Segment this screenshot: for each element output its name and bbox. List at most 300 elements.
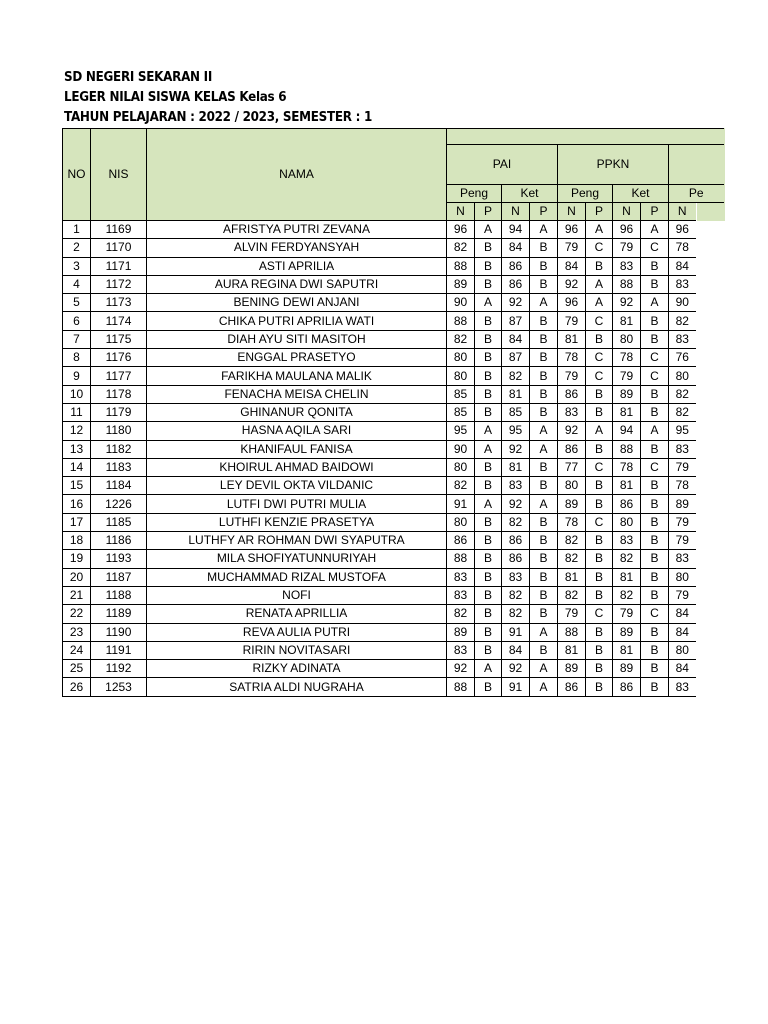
cell-no: 22 <box>63 605 91 623</box>
cell-ppkn-pn: 79 <box>558 239 586 257</box>
cell-ppkn-pn: 82 <box>558 586 586 604</box>
col-header-ppkn-ket-p: P <box>641 203 669 221</box>
cell-nama: MUCHAMMAD RIZAL MUSTOFA <box>147 568 447 586</box>
cell-ppkn-pp: C <box>586 513 613 531</box>
cell-nis: 1183 <box>91 458 147 476</box>
cell-ppkn-pp: C <box>586 239 613 257</box>
cell-no: 8 <box>63 349 91 367</box>
cell-cut-edge <box>696 440 724 458</box>
school-name: SD NEGERI SEKARAN II <box>64 70 213 85</box>
cell-cut-edge <box>696 477 724 495</box>
cell-no: 19 <box>63 550 91 568</box>
cell-pai-kp: B <box>530 239 558 257</box>
cell-pai-kn: 84 <box>502 239 530 257</box>
cell-next-n: 83 <box>669 330 696 348</box>
cell-ppkn-pp: B <box>586 440 613 458</box>
table-row <box>63 660 724 678</box>
cell-ppkn-kn: 86 <box>613 495 641 513</box>
cell-ppkn-pp: A <box>586 221 613 239</box>
cell-next-n: 90 <box>669 294 696 312</box>
header-band-blank <box>447 129 724 145</box>
cell-nama: CHIKA PUTRI APRILIA WATI <box>147 312 447 330</box>
col-header-ppkn-peng: Peng <box>558 185 613 203</box>
cell-pai-kn: 84 <box>502 330 530 348</box>
cell-pai-kn: 91 <box>502 623 530 641</box>
cell-cut-edge <box>696 532 724 550</box>
cell-pai-pn: 82 <box>447 330 475 348</box>
cell-no: 10 <box>63 385 91 403</box>
cell-cut-edge <box>696 586 724 604</box>
cell-ppkn-kp: B <box>641 385 669 403</box>
cell-no: 26 <box>63 678 91 696</box>
cell-nama: FENACHA MEISA CHELIN <box>147 385 447 403</box>
cell-ppkn-kp: B <box>641 477 669 495</box>
cell-pai-pn: 82 <box>447 239 475 257</box>
cell-next-n: 84 <box>669 660 696 678</box>
cell-next-n: 83 <box>669 678 696 696</box>
table-row <box>63 330 724 348</box>
cell-ppkn-kp: B <box>641 623 669 641</box>
cell-nama: RIZKY ADINATA <box>147 660 447 678</box>
cell-nis: 1173 <box>91 294 147 312</box>
cell-cut-edge <box>696 312 724 330</box>
cell-ppkn-kp: B <box>641 403 669 421</box>
cell-pai-pp: B <box>475 550 502 568</box>
cell-ppkn-pn: 81 <box>558 568 586 586</box>
cell-ppkn-kn: 81 <box>613 568 641 586</box>
cell-cut-edge <box>696 330 724 348</box>
cell-cut-edge <box>696 568 724 586</box>
cell-next-n: 80 <box>669 641 696 659</box>
cell-no: 20 <box>63 568 91 586</box>
cell-ppkn-kn: 81 <box>613 641 641 659</box>
cell-ppkn-kp: B <box>641 550 669 568</box>
cell-pai-pp: B <box>475 513 502 531</box>
cell-no: 21 <box>63 586 91 604</box>
header-cut-edge <box>696 203 724 221</box>
cell-nis: 1176 <box>91 349 147 367</box>
cell-nis: 1191 <box>91 641 147 659</box>
cell-nis: 1226 <box>91 495 147 513</box>
cell-pai-kp: A <box>530 623 558 641</box>
col-header-ppkn-peng-p: P <box>586 203 613 221</box>
cell-nis: 1192 <box>91 660 147 678</box>
cell-nama: ENGGAL PRASETYO <box>147 349 447 367</box>
cell-nama: REVA AULIA PUTRI <box>147 623 447 641</box>
cell-pai-kp: B <box>530 586 558 604</box>
cell-nis: 1179 <box>91 403 147 421</box>
cell-next-n: 89 <box>669 495 696 513</box>
cell-ppkn-kp: B <box>641 330 669 348</box>
cell-next-n: 82 <box>669 403 696 421</box>
cell-next-n: 96 <box>669 221 696 239</box>
cell-pai-kn: 86 <box>502 532 530 550</box>
cell-pai-pn: 88 <box>447 312 475 330</box>
academic-year: TAHUN PELAJARAN : 2022 / 2023, SEMESTER : 1 <box>64 110 373 125</box>
cell-ppkn-pp: B <box>586 385 613 403</box>
cell-ppkn-pn: 78 <box>558 349 586 367</box>
cell-pai-kp: A <box>530 294 558 312</box>
cell-no: 2 <box>63 239 91 257</box>
cell-pai-pp: B <box>475 239 502 257</box>
table-row <box>63 257 724 275</box>
table-row <box>63 422 724 440</box>
cell-nama: RIRIN NOVITASARI <box>147 641 447 659</box>
cell-next-n: 82 <box>669 312 696 330</box>
table-row <box>63 623 724 641</box>
cell-nis: 1177 <box>91 367 147 385</box>
cell-ppkn-pp: B <box>586 403 613 421</box>
cell-ppkn-kn: 89 <box>613 660 641 678</box>
cell-ppkn-pp: C <box>586 349 613 367</box>
table-row <box>63 513 724 531</box>
cell-nis: 1190 <box>91 623 147 641</box>
cell-ppkn-kn: 88 <box>613 440 641 458</box>
cell-nis: 1188 <box>91 586 147 604</box>
cell-next-n: 83 <box>669 440 696 458</box>
cell-ppkn-pp: B <box>586 330 613 348</box>
cell-ppkn-kn: 83 <box>613 257 641 275</box>
cell-pai-pp: B <box>475 257 502 275</box>
cell-pai-kp: A <box>530 422 558 440</box>
cell-ppkn-pn: 77 <box>558 458 586 476</box>
cell-ppkn-pp: B <box>586 678 613 696</box>
cell-pai-pp: B <box>475 623 502 641</box>
cell-pai-pp: A <box>475 422 502 440</box>
cell-ppkn-pp: B <box>586 568 613 586</box>
table-row <box>63 586 724 604</box>
cell-next-n: 83 <box>669 275 696 293</box>
table-row <box>63 275 724 293</box>
cell-pai-pn: 88 <box>447 257 475 275</box>
cell-nama: HASNA AQILA SARI <box>147 422 447 440</box>
cell-ppkn-kp: C <box>641 605 669 623</box>
cell-ppkn-pp: B <box>586 623 613 641</box>
cell-pai-kp: A <box>530 495 558 513</box>
cell-pai-kp: B <box>530 349 558 367</box>
cell-next-n: 79 <box>669 532 696 550</box>
cell-nama: SATRIA ALDI NUGRAHA <box>147 678 447 696</box>
cell-ppkn-pn: 96 <box>558 294 586 312</box>
cell-next-n: 79 <box>669 586 696 604</box>
cell-no: 13 <box>63 440 91 458</box>
cell-ppkn-pp: B <box>586 257 613 275</box>
cell-pai-kn: 92 <box>502 440 530 458</box>
cell-no: 25 <box>63 660 91 678</box>
cell-nis: 1170 <box>91 239 147 257</box>
cell-ppkn-pn: 92 <box>558 275 586 293</box>
col-header-ppkn-ket-n: N <box>613 203 641 221</box>
cell-nis: 1171 <box>91 257 147 275</box>
cell-pai-pn: 82 <box>447 605 475 623</box>
cell-pai-pp: B <box>475 349 502 367</box>
cell-pai-kp: A <box>530 678 558 696</box>
cell-ppkn-kn: 96 <box>613 221 641 239</box>
cell-pai-kn: 92 <box>502 294 530 312</box>
cell-pai-kp: B <box>530 275 558 293</box>
cell-nis: 1175 <box>91 330 147 348</box>
cell-cut-edge <box>696 495 724 513</box>
cell-ppkn-kn: 80 <box>613 330 641 348</box>
cell-no: 7 <box>63 330 91 348</box>
cell-cut-edge <box>696 605 724 623</box>
cell-ppkn-kp: A <box>641 422 669 440</box>
cell-ppkn-kn: 78 <box>613 349 641 367</box>
cell-nis: 1186 <box>91 532 147 550</box>
cell-pai-kp: B <box>530 532 558 550</box>
cell-pai-pp: B <box>475 367 502 385</box>
cell-next-n: 84 <box>669 623 696 641</box>
cell-pai-pp: B <box>475 275 502 293</box>
cell-pai-kp: B <box>530 513 558 531</box>
col-header-no: NO <box>63 129 91 221</box>
table-row <box>63 641 724 659</box>
cell-nis: 1193 <box>91 550 147 568</box>
cell-cut-edge <box>696 275 724 293</box>
cell-ppkn-pn: 86 <box>558 385 586 403</box>
cell-ppkn-kp: C <box>641 239 669 257</box>
table-row <box>63 440 724 458</box>
cell-ppkn-pp: C <box>586 605 613 623</box>
cell-pai-kn: 83 <box>502 477 530 495</box>
table-row <box>63 385 724 403</box>
col-header-next-n: N <box>669 203 696 221</box>
cell-pai-kn: 95 <box>502 422 530 440</box>
cell-no: 14 <box>63 458 91 476</box>
cell-pai-kp: B <box>530 568 558 586</box>
cell-pai-kn: 85 <box>502 403 530 421</box>
cell-pai-kn: 81 <box>502 458 530 476</box>
cell-pai-kp: B <box>530 550 558 568</box>
cell-ppkn-pp: C <box>586 367 613 385</box>
table-row <box>63 403 724 421</box>
cell-ppkn-kn: 83 <box>613 532 641 550</box>
cell-pai-pn: 88 <box>447 550 475 568</box>
cell-nama: MILA SHOFIYATUNNURIYAH <box>147 550 447 568</box>
leger-table-body <box>63 221 724 697</box>
cell-no: 5 <box>63 294 91 312</box>
cell-pai-pp: B <box>475 568 502 586</box>
cell-pai-kp: B <box>530 312 558 330</box>
cell-ppkn-kn: 81 <box>613 403 641 421</box>
document-title: LEGER NILAI SISWA KELAS Kelas 6 <box>64 90 287 105</box>
table-row <box>63 239 724 257</box>
col-header-ppkn-peng-n: N <box>558 203 586 221</box>
cell-nama: LUTFI DWI PUTRI MULIA <box>147 495 447 513</box>
cell-ppkn-kp: B <box>641 586 669 604</box>
cell-ppkn-pp: B <box>586 660 613 678</box>
cell-pai-pp: A <box>475 294 502 312</box>
cell-cut-edge <box>696 294 724 312</box>
table-row <box>63 678 724 696</box>
cell-ppkn-kp: B <box>641 312 669 330</box>
cell-ppkn-kp: C <box>641 458 669 476</box>
cell-ppkn-pn: 80 <box>558 477 586 495</box>
cell-nama: LEY DEVIL OKTA VILDANIC <box>147 477 447 495</box>
cell-next-n: 95 <box>669 422 696 440</box>
table-row <box>63 349 724 367</box>
col-header-ppkn-ket: Ket <box>613 185 669 203</box>
cell-ppkn-pn: 83 <box>558 403 586 421</box>
cell-ppkn-pp: B <box>586 495 613 513</box>
cell-pai-kn: 82 <box>502 586 530 604</box>
cell-cut-edge <box>696 678 724 696</box>
cell-next-n: 80 <box>669 568 696 586</box>
table-row <box>63 605 724 623</box>
cell-ppkn-pp: C <box>586 458 613 476</box>
cell-pai-kp: B <box>530 605 558 623</box>
cell-nama: ASTI APRILIA <box>147 257 447 275</box>
cell-pai-pn: 83 <box>447 568 475 586</box>
col-header-pai-ket-n: N <box>502 203 530 221</box>
cell-no: 11 <box>63 403 91 421</box>
cell-pai-kp: A <box>530 660 558 678</box>
cell-pai-pn: 90 <box>447 440 475 458</box>
col-header-pai-peng-p: P <box>475 203 502 221</box>
cell-ppkn-pn: 84 <box>558 257 586 275</box>
col-header-pai-peng: Peng <box>447 185 502 203</box>
cell-no: 18 <box>63 532 91 550</box>
cell-nis: 1174 <box>91 312 147 330</box>
cell-pai-pp: A <box>475 221 502 239</box>
cell-nama: ALVIN FERDYANSYAH <box>147 239 447 257</box>
cell-ppkn-kp: B <box>641 568 669 586</box>
cell-pai-pn: 83 <box>447 641 475 659</box>
cell-ppkn-pn: 79 <box>558 312 586 330</box>
cell-ppkn-kp: B <box>641 678 669 696</box>
cell-pai-kn: 87 <box>502 349 530 367</box>
cell-nis: 1253 <box>91 678 147 696</box>
cell-ppkn-kp: B <box>641 660 669 678</box>
document-header <box>64 68 399 128</box>
cell-pai-kn: 84 <box>502 641 530 659</box>
cell-ppkn-kn: 89 <box>613 623 641 641</box>
leger-table-viewport[interactable] <box>62 128 725 708</box>
cell-cut-edge <box>696 641 724 659</box>
cell-next-n: 84 <box>669 605 696 623</box>
cell-cut-edge <box>696 349 724 367</box>
cell-pai-pn: 95 <box>447 422 475 440</box>
cell-pai-kp: B <box>530 477 558 495</box>
cell-cut-edge <box>696 550 724 568</box>
col-header-nis: NIS <box>91 129 147 221</box>
cell-ppkn-pp: B <box>586 532 613 550</box>
cell-ppkn-kp: B <box>641 440 669 458</box>
cell-ppkn-kn: 80 <box>613 513 641 531</box>
cell-ppkn-kn: 88 <box>613 275 641 293</box>
cell-no: 17 <box>63 513 91 531</box>
cell-ppkn-pn: 89 <box>558 495 586 513</box>
cell-ppkn-kp: C <box>641 367 669 385</box>
cell-ppkn-pp: B <box>586 586 613 604</box>
cell-ppkn-kp: B <box>641 513 669 531</box>
cell-nama: KHOIRUL AHMAD BAIDOWI <box>147 458 447 476</box>
cell-pai-pn: 80 <box>447 513 475 531</box>
cell-pai-pp: B <box>475 532 502 550</box>
cell-ppkn-pn: 81 <box>558 641 586 659</box>
cell-nama: FARIKHA MAULANA MALIK <box>147 367 447 385</box>
cell-pai-kn: 92 <box>502 495 530 513</box>
cell-pai-kn: 82 <box>502 367 530 385</box>
cell-ppkn-pn: 78 <box>558 513 586 531</box>
cell-no: 9 <box>63 367 91 385</box>
cell-pai-kn: 92 <box>502 660 530 678</box>
cell-ppkn-kn: 81 <box>613 477 641 495</box>
cell-ppkn-kn: 79 <box>613 239 641 257</box>
table-row <box>63 221 724 239</box>
cell-pai-pn: 85 <box>447 385 475 403</box>
cell-pai-pn: 80 <box>447 458 475 476</box>
cell-cut-edge <box>696 257 724 275</box>
cell-next-n: 78 <box>669 477 696 495</box>
leger-table <box>62 128 724 697</box>
table-row <box>63 367 724 385</box>
cell-cut-edge <box>696 385 724 403</box>
cell-next-n: 84 <box>669 257 696 275</box>
cell-nama: LUTHFI KENZIE PRASETYA <box>147 513 447 531</box>
cell-nama: AURA REGINA DWI SAPUTRI <box>147 275 447 293</box>
cell-pai-kn: 87 <box>502 312 530 330</box>
cell-no: 16 <box>63 495 91 513</box>
cell-pai-pn: 80 <box>447 349 475 367</box>
cell-pai-kp: A <box>530 221 558 239</box>
cell-next-n: 79 <box>669 458 696 476</box>
cell-pai-pn: 80 <box>447 367 475 385</box>
cell-ppkn-pn: 79 <box>558 605 586 623</box>
cell-pai-kn: 82 <box>502 513 530 531</box>
cell-pai-kp: B <box>530 330 558 348</box>
cell-nis: 1184 <box>91 477 147 495</box>
cell-pai-pn: 83 <box>447 586 475 604</box>
cell-pai-kn: 86 <box>502 275 530 293</box>
table-row <box>63 495 724 513</box>
cell-pai-pp: B <box>475 477 502 495</box>
cell-pai-kn: 83 <box>502 568 530 586</box>
col-header-pai: PAI <box>447 145 558 185</box>
cell-no: 6 <box>63 312 91 330</box>
cell-no: 23 <box>63 623 91 641</box>
cell-pai-pp: B <box>475 641 502 659</box>
col-header-pai-ket-p: P <box>530 203 558 221</box>
cell-pai-kp: A <box>530 440 558 458</box>
cell-pai-pp: B <box>475 330 502 348</box>
cell-ppkn-kp: A <box>641 221 669 239</box>
cell-pai-pn: 90 <box>447 294 475 312</box>
cell-pai-pn: 96 <box>447 221 475 239</box>
cell-ppkn-pn: 92 <box>558 422 586 440</box>
cell-pai-pp: A <box>475 660 502 678</box>
cell-pai-kn: 86 <box>502 257 530 275</box>
cell-nis: 1172 <box>91 275 147 293</box>
cell-pai-pn: 89 <box>447 623 475 641</box>
cell-ppkn-kp: B <box>641 275 669 293</box>
cell-ppkn-pn: 96 <box>558 221 586 239</box>
cell-nis: 1182 <box>91 440 147 458</box>
table-row <box>63 568 724 586</box>
cell-pai-kn: 91 <box>502 678 530 696</box>
cell-nis: 1189 <box>91 605 147 623</box>
cell-cut-edge <box>696 422 724 440</box>
cell-pai-pn: 92 <box>447 660 475 678</box>
cell-no: 3 <box>63 257 91 275</box>
cell-ppkn-pn: 86 <box>558 440 586 458</box>
cell-ppkn-pn: 81 <box>558 330 586 348</box>
cell-pai-pn: 86 <box>447 532 475 550</box>
cell-no: 1 <box>63 221 91 239</box>
cell-no: 24 <box>63 641 91 659</box>
cell-ppkn-kn: 78 <box>613 458 641 476</box>
table-row <box>63 532 724 550</box>
